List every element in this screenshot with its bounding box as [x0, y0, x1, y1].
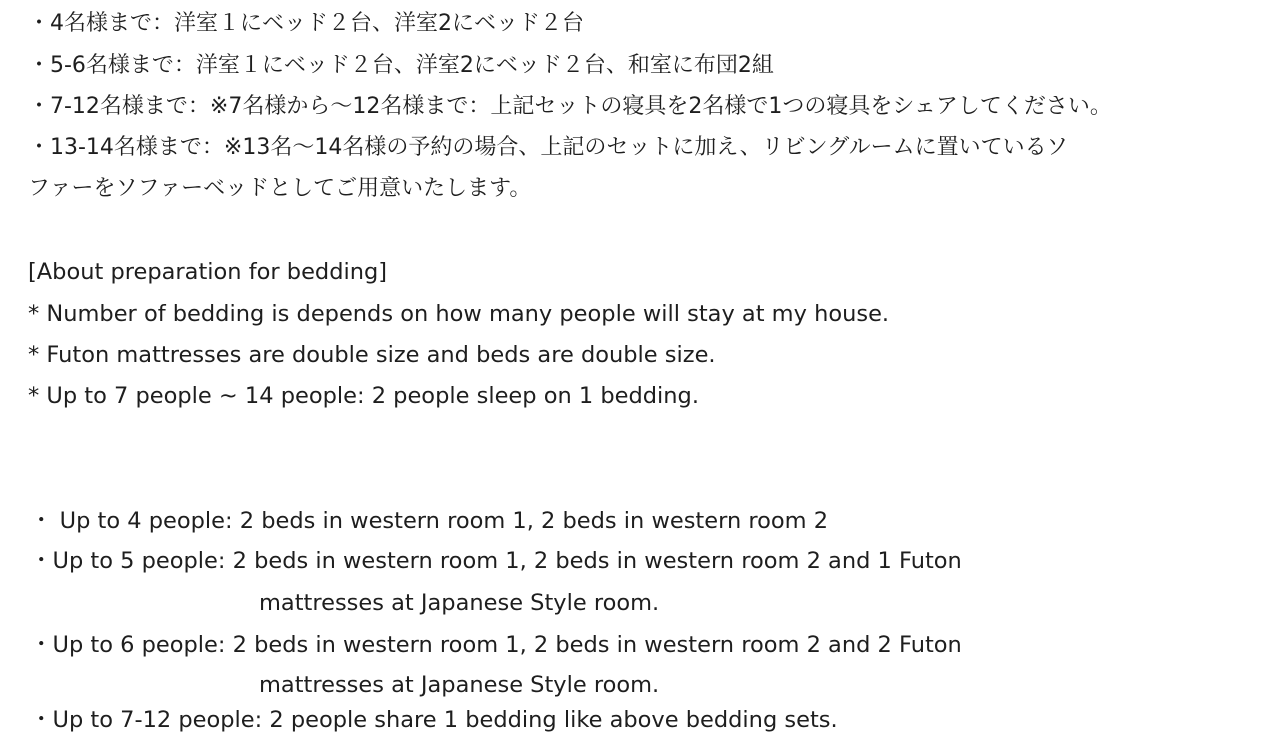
jp-line-3: ・7-12名様まで：※7名様から～12名様まで：上記セットの寝具を2名様で1つの寝具をシェアしてください。	[28, 94, 1112, 119]
list-item-up-to-6: ・Up to 6 people: 2 beds in western room 1, 2 beds in western room 2 and 2 Futon	[30, 632, 962, 658]
note-item-3: * Up to 7 people ~ 14 people: 2 people sleep on 1 bedding.	[28, 383, 699, 409]
list-item-up-to-5: ・Up to 5 people: 2 beds in western room 1, 2 beds in western room 2 and 1 Futon	[30, 548, 962, 574]
jp-line-5: ファーをソファーベッドとしてご用意いたします。	[28, 176, 532, 201]
jp-line-1: ・4名様まで：洋室１にベッド２台、洋室2にベッド２台	[28, 11, 584, 36]
list-item-up-to-5-cont: mattresses at Japanese Style room.	[259, 590, 660, 616]
jp-line-2: ・5-6名様まで：洋室１にベッド２台、洋室2にベッド２台、和室に布団2組	[28, 53, 774, 78]
list-item-up-to-6-cont: mattresses at Japanese Style room.	[259, 672, 660, 698]
list-item-up-to-4: ・ Up to 4 people: 2 beds in western room 1, 2 beds in western room 2	[30, 508, 829, 534]
notes-heading: [About preparation for bedding]	[28, 259, 388, 285]
note-item-1: * Number of bedding is depends on how many people will stay at my house.	[28, 301, 890, 327]
jp-line-4: ・13-14名様まで：※13名～14名様の予約の場合、上記のセットに加え、リビングルームに置いているソ	[28, 135, 1069, 160]
note-item-2: * Futon mattresses are double size and beds are double size.	[28, 342, 716, 368]
list-item-up-to-7-12: ・Up to 7-12 people: 2 people share 1 bedding like above bedding sets.	[30, 707, 838, 733]
